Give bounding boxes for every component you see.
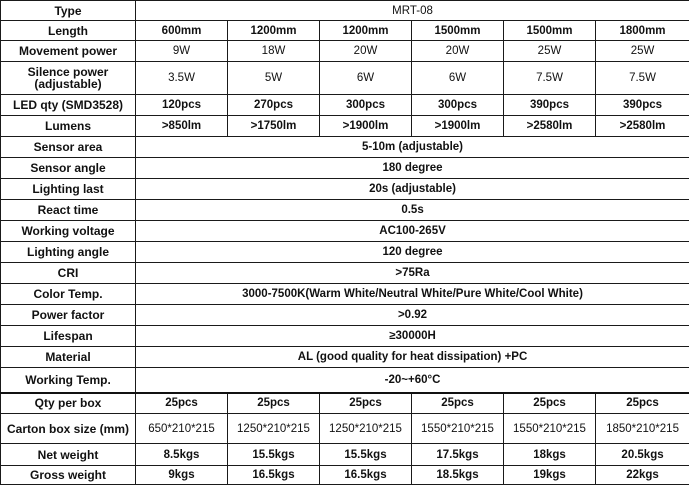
row-label: Lighting angle [1,242,136,263]
cell-value: >1750lm [228,116,320,137]
cell-value: >2580lm [596,116,689,137]
cell-value: 1800mm [596,21,689,41]
row-gross-weight [1,466,689,485]
row-label: CRI [1,263,136,284]
cell-value: -20~+60°C [136,368,689,393]
row-react-time [1,200,689,221]
cell-value: 16.5kgs [320,466,412,485]
row-working-voltage [1,221,689,242]
cell-value: 18.5kgs [412,466,504,485]
row-type [1,1,689,21]
cell-value: 650*210*215 [136,414,228,444]
cell-value: >75Ra [136,263,689,284]
cell-value: 20.5kgs [596,444,689,466]
cell-value: 3.5W [136,62,228,95]
cell-value: 1550*210*215 [412,414,504,444]
row-label: Qty per box [1,393,136,414]
cell-value: 270pcs [228,95,320,116]
cell-value: 19kgs [504,466,596,485]
row-label: Lifespan [1,326,136,347]
cell-value: 1200mm [228,21,320,41]
row-label: Silence power (adjustable) [1,62,136,95]
row-label: React time [1,200,136,221]
row-label: LED qty (SMD3528) [1,95,136,116]
row-led-qty [1,95,689,116]
row-power-factor [1,305,689,326]
cell-value: 1250*210*215 [228,414,320,444]
row-label: Length [1,21,136,41]
cell-value: 180 degree [136,158,689,179]
row-label: Sensor angle [1,158,136,179]
row-label: Lumens [1,116,136,137]
cell-value: 120pcs [136,95,228,116]
cell-value: 7.5W [504,62,596,95]
row-length [1,21,689,41]
cell-value: 9W [136,41,228,62]
row-label: Power factor [1,305,136,326]
cell-value: 20s (adjustable) [136,179,689,200]
cell-value: 1550*210*215 [504,414,596,444]
row-material [1,347,689,368]
cell-value: 7.5W [596,62,689,95]
cell-value: 25pcs [320,393,412,414]
row-label: Net weight [1,444,136,466]
row-lighting-angle [1,242,689,263]
cell-value: 5W [228,62,320,95]
cell-value: 25pcs [596,393,689,414]
row-label: Carton box size (mm) [1,414,136,444]
row-lighting-last [1,179,689,200]
row-label: Sensor area [1,137,136,158]
cell-value: AL (good quality for heat dissipation) +PC [136,347,689,368]
row-qty-per-box [1,393,689,414]
cell-value: 390pcs [596,95,689,116]
cell-value: 25pcs [136,393,228,414]
row-lifespan [1,326,689,347]
cell-value: 15.5kgs [320,444,412,466]
cell-value: 8.5kgs [136,444,228,466]
cell-value: >0.92 [136,305,689,326]
cell-value: 25pcs [228,393,320,414]
cell-value: 3000-7500K(Warm White/Neutral White/Pure White/Cool White) [136,284,689,305]
row-label: Working Temp. [1,368,136,393]
cell-value: 300pcs [412,95,504,116]
cell-value: AC100-265V [136,221,689,242]
cell-value: 5-10m (adjustable) [136,137,689,158]
cell-value: 18W [228,41,320,62]
row-working-temp [1,368,689,393]
cell-value: 25W [596,41,689,62]
cell-value: 25pcs [504,393,596,414]
cell-value: >1900lm [412,116,504,137]
row-sensor-area [1,137,689,158]
cell-value: 300pcs [320,95,412,116]
row-label: Material [1,347,136,368]
cell-value: 0.5s [136,200,689,221]
row-label: Movement power [1,41,136,62]
cell-value: 18kgs [504,444,596,466]
row-lumens [1,116,689,137]
row-label: Lighting last [1,179,136,200]
cell-value: >2580lm [504,116,596,137]
row-movement-power [1,41,689,62]
cell-value: 20W [320,41,412,62]
row-sensor-angle [1,158,689,179]
cell-value: >1900lm [320,116,412,137]
cell-value: 1200mm [320,21,412,41]
cell-value: 16.5kgs [228,466,320,485]
cell-value: 1500mm [412,21,504,41]
cell-value: >850lm [136,116,228,137]
row-label: Gross weight [1,466,136,485]
cell-value: 1500mm [504,21,596,41]
row-silence-power [1,62,689,95]
cell-value: 25pcs [412,393,504,414]
row-carton-size [1,414,689,444]
cell-value: 390pcs [504,95,596,116]
cell-value: 15.5kgs [228,444,320,466]
row-label: Working voltage [1,221,136,242]
row-label: Type [1,1,136,21]
cell-value: 1250*210*215 [320,414,412,444]
cell-value: 22kgs [596,466,689,485]
cell-value: 9kgs [136,466,228,485]
cell-value: ≥30000H [136,326,689,347]
cell-value: 6W [320,62,412,95]
cell-value: 6W [412,62,504,95]
row-label: Color Temp. [1,284,136,305]
cell-value: 17.5kgs [412,444,504,466]
model-value: MRT-08 [136,1,689,21]
cell-value: 120 degree [136,242,689,263]
cell-value: 600mm [136,21,228,41]
row-color-temp [1,284,689,305]
row-cri [1,263,689,284]
cell-value: 1850*210*215 [596,414,689,444]
row-net-weight [1,444,689,466]
cell-value: 25W [504,41,596,62]
cell-value: 20W [412,41,504,62]
